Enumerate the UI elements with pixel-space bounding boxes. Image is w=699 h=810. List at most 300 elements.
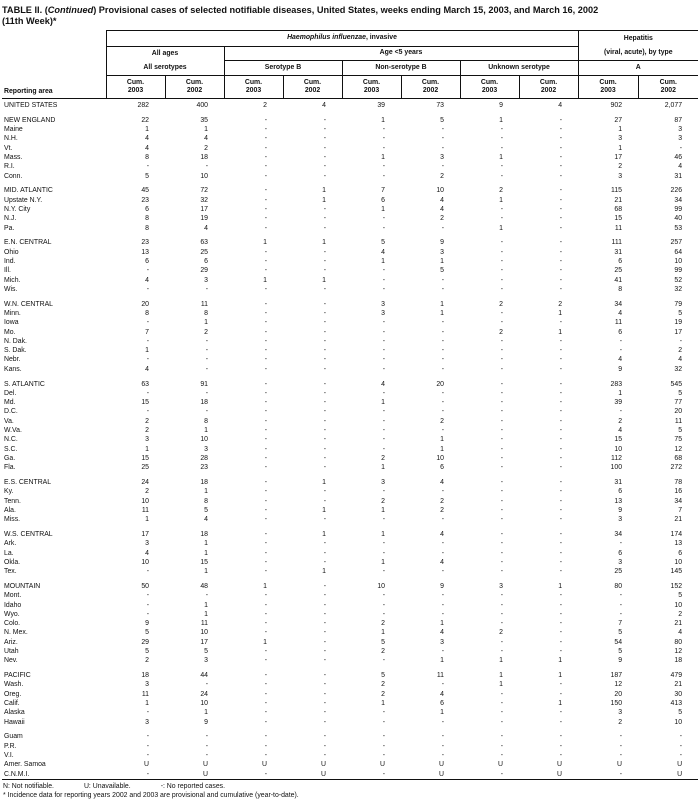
value-cell: - xyxy=(500,592,503,600)
value-cell: 2 xyxy=(381,690,385,698)
table-row xyxy=(2,558,698,567)
value-cell: - xyxy=(500,506,503,514)
value-cell: - xyxy=(146,319,149,327)
value-cell: - xyxy=(323,454,326,462)
value-cell: - xyxy=(264,629,267,637)
footnote-legend xyxy=(3,782,699,792)
value-cell: - xyxy=(441,648,444,656)
table-row xyxy=(2,266,698,275)
value-cell: 4 xyxy=(678,163,683,171)
value-cell: - xyxy=(264,733,267,741)
value-cell: - xyxy=(323,445,326,453)
value-cell: 1 xyxy=(381,530,385,538)
value-cell: - xyxy=(264,427,267,434)
reporting-area-cell: D.C. xyxy=(4,408,18,416)
reporting-area-cell: Wyo. xyxy=(4,610,20,618)
value-cell: - xyxy=(559,620,563,628)
value-cell: - xyxy=(146,742,149,750)
value-cell: - xyxy=(382,718,385,726)
value-cell: 2 xyxy=(145,488,149,496)
table-row xyxy=(2,214,698,223)
value-cell: 13 xyxy=(141,248,149,256)
value-cell: - xyxy=(323,718,326,726)
reporting-area-cell: Ill. xyxy=(4,267,11,275)
reporting-area-cell: Ohio xyxy=(4,248,19,256)
value-cell: 283 xyxy=(610,380,623,388)
table-row xyxy=(2,328,698,337)
value-cell: 24 xyxy=(141,478,149,486)
value-cell: - xyxy=(382,163,385,171)
value-cell: - xyxy=(559,549,563,557)
value-cell: 1 xyxy=(204,610,208,618)
value-cell: 1 xyxy=(204,549,208,557)
table-row xyxy=(2,426,698,435)
table-row xyxy=(2,770,698,780)
value-cell: - xyxy=(382,601,385,609)
value-cell: - xyxy=(264,601,267,609)
value-cell: - xyxy=(559,347,563,355)
value-cell: 91 xyxy=(200,380,208,388)
value-cell: - xyxy=(264,530,267,538)
value-cell: - xyxy=(441,224,444,232)
value-cell: 41 xyxy=(614,276,623,284)
reporting-area-cell: UNITED STATES xyxy=(4,102,58,109)
value-cell: 10 xyxy=(200,436,208,444)
value-cell: - xyxy=(264,549,267,557)
value-cell: - xyxy=(500,319,503,327)
value-cell: 4 xyxy=(204,224,208,232)
value-cell: - xyxy=(323,172,326,180)
reporting-area-cell: La. xyxy=(4,549,14,557)
table-row xyxy=(2,591,698,600)
value-cell: - xyxy=(460,770,519,780)
value-cell: - xyxy=(264,488,267,496)
value-cell: 31 xyxy=(674,172,683,180)
value-cell: - xyxy=(323,464,326,472)
value-cell: - xyxy=(264,135,267,143)
value-cell: 79 xyxy=(674,300,683,308)
notifiable-diseases-table xyxy=(2,30,698,780)
table-row xyxy=(2,134,698,143)
table-row xyxy=(2,628,698,637)
value-cell: - xyxy=(323,638,326,646)
value-cell: 10 xyxy=(674,601,683,609)
reporting-area-cell: Maine xyxy=(4,126,23,134)
value-cell: 1 xyxy=(145,700,149,708)
value-cell: - xyxy=(500,648,503,656)
table-row xyxy=(2,172,698,181)
value-cell: 6 xyxy=(145,257,149,265)
value-cell: - xyxy=(559,205,563,213)
value-cell: 3 xyxy=(145,681,149,689)
value-cell: 50 xyxy=(141,582,149,590)
value-cell: 187 xyxy=(610,672,623,680)
value-cell: - xyxy=(382,592,385,600)
value-cell: - xyxy=(323,163,326,171)
value-cell: - xyxy=(559,516,563,524)
value-cell: 27 xyxy=(614,116,623,124)
value-cell: - xyxy=(382,172,385,180)
value-cell: 68 xyxy=(614,205,623,213)
value-cell: - xyxy=(500,558,503,566)
value-cell: 18 xyxy=(200,399,208,407)
reporting-area-cell: S.C. xyxy=(4,445,18,453)
value-cell: 2 xyxy=(618,718,623,726)
value-cell: 1 xyxy=(322,568,326,576)
value-cell: - xyxy=(323,257,326,265)
value-cell: 5 xyxy=(381,638,385,646)
reporting-area-cell: C.N.M.I. xyxy=(2,770,106,780)
value-cell: 54 xyxy=(614,638,623,646)
value-cell: - xyxy=(323,347,326,355)
value-cell: - xyxy=(441,516,444,524)
value-cell: - xyxy=(264,126,267,134)
table-row xyxy=(2,656,698,665)
value-cell: 63 xyxy=(200,239,208,247)
table-row xyxy=(2,398,698,407)
value-cell: - xyxy=(441,742,444,750)
table-row xyxy=(2,718,698,727)
value-cell: - xyxy=(323,389,326,397)
value-cell: - xyxy=(205,408,208,416)
value-cell: - xyxy=(500,752,503,759)
title-rest: ) Provisional cases of selected notifiable diseases, United States, weeks ending March 15, 2003, and March 16, 2002 xyxy=(93,5,599,15)
table-row xyxy=(2,515,698,524)
value-cell: - xyxy=(578,770,638,780)
value-cell: 18 xyxy=(200,153,208,161)
value-cell: 5 xyxy=(381,239,385,247)
value-cell: 17 xyxy=(200,205,208,213)
value-cell: - xyxy=(500,454,503,462)
table-row xyxy=(2,407,698,416)
reporting-area-cell: Ky. xyxy=(4,488,14,496)
reporting-area-cell: W.Va. xyxy=(4,427,22,434)
reporting-area-cell: Wis. xyxy=(4,285,18,293)
value-cell: - xyxy=(323,681,326,689)
value-cell: - xyxy=(382,742,385,750)
value-cell: 11 xyxy=(141,690,149,698)
table-row xyxy=(2,549,698,558)
value-cell: - xyxy=(146,285,149,293)
value-cell: - xyxy=(323,380,326,388)
table-row xyxy=(2,506,698,515)
value-cell: - xyxy=(382,224,385,232)
reporting-area-cell: Mont. xyxy=(4,592,22,600)
value-cell: 77 xyxy=(674,399,683,407)
value-cell: 2 xyxy=(381,454,385,462)
value-cell: 4 xyxy=(440,196,444,204)
value-cell: - xyxy=(441,427,444,434)
value-cell: 21 xyxy=(674,516,683,524)
reporting-area-cell: N.H. xyxy=(4,135,18,143)
value-cell: - xyxy=(205,347,208,355)
value-cell: - xyxy=(382,733,385,741)
value-cell: - xyxy=(559,436,563,444)
value-cell: 1 xyxy=(263,582,267,590)
value-cell: - xyxy=(500,239,503,247)
value-cell: - xyxy=(559,126,563,134)
value-cell: 87 xyxy=(674,116,683,124)
value-cell: - xyxy=(264,610,267,618)
value-cell: - xyxy=(264,300,267,308)
value-cell: 34 xyxy=(614,530,623,538)
reporting-area-cell: Oreg. xyxy=(4,690,22,698)
value-cell: - xyxy=(441,568,444,576)
value-cell: 5 xyxy=(381,672,385,680)
value-cell: - xyxy=(264,116,267,124)
table-row xyxy=(2,196,698,205)
value-cell: - xyxy=(205,592,208,600)
reporting-area-cell: Fla. xyxy=(4,464,16,472)
value-cell: - xyxy=(382,126,385,134)
value-cell: 8 xyxy=(618,285,623,293)
value-cell: - xyxy=(264,267,267,275)
value-cell: - xyxy=(146,163,149,171)
value-cell: 8 xyxy=(145,215,149,223)
value-cell: 1 xyxy=(440,657,444,665)
table-row xyxy=(2,125,698,134)
table-row xyxy=(2,751,698,760)
value-cell: 1 xyxy=(322,196,326,204)
table-row xyxy=(2,610,698,619)
value-cell: - xyxy=(441,408,444,416)
value-cell: 3 xyxy=(678,126,683,134)
value-cell: - xyxy=(205,285,208,293)
value-cell: 2 xyxy=(499,328,503,336)
col-header-cum-2003: Cum. 2003 xyxy=(106,76,165,99)
value-cell: 5 xyxy=(618,629,623,637)
col-header-cum-2003: Cum. 2003 xyxy=(578,76,638,99)
title-prefix: TABLE II. ( xyxy=(2,5,48,15)
col-header-cum-2002: Cum. 2002 xyxy=(519,76,578,99)
value-cell: - xyxy=(500,516,503,524)
reporting-area-header: Reporting area xyxy=(2,31,106,99)
col-group-hep-a: A xyxy=(578,61,698,76)
table-row xyxy=(2,760,698,769)
value-cell: - xyxy=(441,285,444,293)
value-cell: 48 xyxy=(200,582,208,590)
value-cell: - xyxy=(264,224,267,232)
value-cell: - xyxy=(382,365,385,373)
reporting-area-cell: N.J. xyxy=(4,215,17,223)
value-cell: - xyxy=(382,709,385,717)
value-cell: - xyxy=(264,464,267,472)
value-cell: U xyxy=(638,770,698,780)
value-cell: 99 xyxy=(674,267,683,275)
value-cell: - xyxy=(559,488,563,496)
value-cell: - xyxy=(441,337,444,345)
value-cell: 257 xyxy=(670,239,683,247)
value-cell: 25 xyxy=(200,248,208,256)
value-cell: 1 xyxy=(618,144,623,152)
value-cell: 2 xyxy=(381,648,385,656)
reporting-area-cell: Upstate N.Y. xyxy=(4,196,43,204)
value-cell: 1 xyxy=(204,601,208,609)
value-cell: - xyxy=(382,752,385,759)
value-cell: - xyxy=(146,568,149,576)
title-continued: Continued xyxy=(47,5,94,15)
value-cell: 17 xyxy=(614,153,623,161)
value-cell: - xyxy=(500,690,503,698)
value-cell: - xyxy=(146,610,149,618)
value-cell: 11 xyxy=(200,300,208,308)
value-cell: - xyxy=(205,742,208,750)
reporting-area-cell: Wash. xyxy=(4,681,24,689)
value-cell: - xyxy=(559,752,563,759)
value-cell: - xyxy=(619,347,623,355)
value-cell: - xyxy=(323,549,326,557)
value-cell: 3 xyxy=(145,436,149,444)
value-cell: 115 xyxy=(611,187,623,195)
table-row xyxy=(2,224,698,233)
value-cell: - xyxy=(323,497,326,505)
value-cell: - xyxy=(146,752,149,759)
reporting-area-cell: NEW ENGLAND xyxy=(4,116,56,124)
value-cell: - xyxy=(323,516,326,524)
value-cell: 1 xyxy=(322,187,326,195)
value-cell: 18 xyxy=(200,530,208,538)
value-cell: - xyxy=(500,309,503,317)
col-group-hepatitis: Hepatitis xyxy=(578,31,698,47)
value-cell: 272 xyxy=(670,464,683,472)
table-row xyxy=(2,162,698,171)
value-cell: 20 xyxy=(674,408,683,416)
value-cell: 9 xyxy=(618,506,623,514)
value-cell: - xyxy=(559,464,563,472)
value-cell: - xyxy=(382,215,385,223)
value-cell: - xyxy=(323,610,326,618)
value-cell: - xyxy=(500,126,503,134)
value-cell: - xyxy=(500,365,503,373)
value-cell: 10 xyxy=(141,497,149,505)
value-cell: - xyxy=(559,276,563,284)
value-cell: 226 xyxy=(670,187,683,195)
table-row xyxy=(2,619,698,628)
value-cell: - xyxy=(382,488,385,496)
value-cell: - xyxy=(500,497,503,505)
value-cell: - xyxy=(264,752,267,759)
value-cell: U xyxy=(262,761,267,769)
value-cell: 1 xyxy=(558,657,563,665)
value-cell: 32 xyxy=(200,196,208,204)
value-cell: - xyxy=(559,497,563,505)
value-cell: - xyxy=(500,135,503,143)
table-row xyxy=(2,435,698,444)
value-cell: - xyxy=(264,709,267,717)
value-cell: - xyxy=(500,733,503,741)
value-cell: 6 xyxy=(678,549,683,557)
value-cell: - xyxy=(264,742,267,750)
value-cell: 29 xyxy=(200,267,208,275)
value-cell: 2 xyxy=(381,497,385,505)
value-cell: - xyxy=(441,752,444,759)
value-cell: 1 xyxy=(381,399,385,407)
value-cell: 1 xyxy=(381,464,385,472)
value-cell: 152 xyxy=(670,582,683,590)
value-cell: 4 xyxy=(440,558,444,566)
value-cell: 11 xyxy=(200,620,208,628)
value-cell: 1 xyxy=(381,629,385,637)
value-cell: - xyxy=(619,540,623,548)
table-row xyxy=(2,116,698,125)
value-cell: U xyxy=(283,770,342,780)
value-cell: - xyxy=(382,427,385,434)
value-cell: 10 xyxy=(200,629,208,637)
value-cell: 25 xyxy=(141,464,149,472)
table-row xyxy=(2,732,698,741)
value-cell: - xyxy=(323,488,326,496)
value-cell: - xyxy=(146,709,149,717)
value-cell: 6 xyxy=(618,257,623,265)
value-cell: 53 xyxy=(674,224,683,232)
value-cell: 2 xyxy=(381,620,385,628)
value-cell: 1 xyxy=(440,257,444,265)
value-cell: 39 xyxy=(377,102,385,109)
col-group-serotype-b: Serotype B xyxy=(224,61,342,76)
value-cell: - xyxy=(264,718,267,726)
reporting-area-cell: Nev. xyxy=(4,657,18,665)
value-cell: - xyxy=(323,153,326,161)
value-cell: 3 xyxy=(440,153,444,161)
value-cell: 11 xyxy=(436,672,444,680)
value-cell: 1 xyxy=(381,700,385,708)
value-cell: - xyxy=(441,135,444,143)
value-cell: 4 xyxy=(145,135,149,143)
value-cell: 3 xyxy=(440,248,444,256)
value-cell: - xyxy=(146,592,149,600)
value-cell: - xyxy=(264,215,267,223)
value-cell: 8 xyxy=(204,309,208,317)
value-cell: U xyxy=(498,761,503,769)
value-cell: - xyxy=(559,257,563,265)
value-cell: 23 xyxy=(141,239,149,247)
value-cell: U xyxy=(677,761,683,769)
value-cell: - xyxy=(559,285,563,293)
value-cell: - xyxy=(264,380,267,388)
reporting-area-cell: Alaska xyxy=(4,709,25,717)
value-cell: 174 xyxy=(670,530,683,538)
value-cell: 21 xyxy=(614,196,623,204)
value-cell: 111 xyxy=(611,239,623,247)
value-cell: - xyxy=(441,347,444,355)
value-cell: - xyxy=(264,337,267,345)
value-cell: 1 xyxy=(381,506,385,514)
value-cell: - xyxy=(559,601,563,609)
footnote-no-cases: -: No reported cases. xyxy=(160,782,226,790)
value-cell: - xyxy=(264,347,267,355)
table-row xyxy=(2,463,698,472)
value-cell: - xyxy=(441,126,444,134)
value-cell: - xyxy=(205,163,208,171)
table-row xyxy=(2,478,698,487)
value-cell: 46 xyxy=(674,153,683,161)
value-cell: 3 xyxy=(440,638,444,646)
reporting-area-cell: N.Y. City xyxy=(4,205,31,213)
value-cell: - xyxy=(559,718,563,726)
value-cell: 4 xyxy=(381,248,385,256)
value-cell: 25 xyxy=(614,267,623,275)
table-row xyxy=(2,355,698,364)
value-cell: - xyxy=(619,592,623,600)
value-cell: 10 xyxy=(436,187,444,195)
table-row xyxy=(2,708,698,717)
value-cell: - xyxy=(323,135,326,143)
value-cell: 15 xyxy=(614,215,623,223)
value-cell: - xyxy=(500,248,503,256)
value-cell: U xyxy=(439,761,444,769)
value-cell: 1 xyxy=(145,126,149,134)
value-cell: - xyxy=(205,337,208,345)
